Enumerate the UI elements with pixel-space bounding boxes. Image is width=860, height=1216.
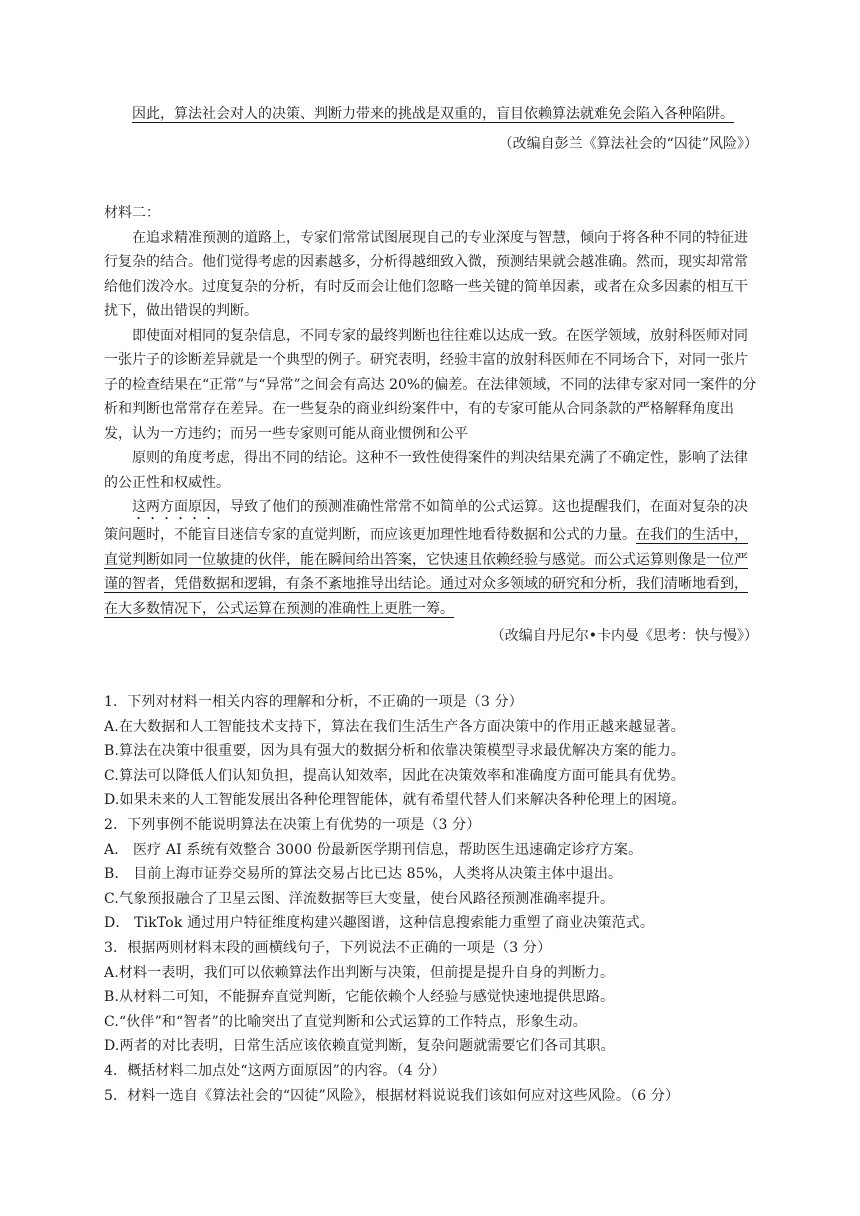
question-option: C.气象预报融合了卫星云图、洋流数据等巨大变量，使台风路径预测准确率提升。	[104, 890, 615, 907]
paragraph-4-plain: ，导致了他们的预测准确性常常不如简单的公式运算。这也提醒我们，在面对复杂的决策问题时，不能盲目迷信专家的直觉判断，而应该更加理性地看待数据和公式的力量。	[104, 499, 748, 543]
material-two-paragraph-4	[104, 495, 758, 621]
question-option: B.算法在决策中很重要，因为具有强大的数据分析和依靠决策模型寻求最优解决方案的能力。	[104, 743, 686, 760]
question-stem: 5．材料一选自《算法社会的“囚徒”风险》，根据材料说说我们该如何应对这些风险。（6 分）	[104, 1087, 680, 1104]
question-option: B． 目前上海市证券交易所的算法交易占比已达 85%，人类将从决策主体中退出。	[104, 866, 623, 883]
material-two-paragraph-3: 原则的角度考虑，得出不同的结论。这种不一致性使得案件的判决结果充满了不确定性，影响了法律的公正性和权威性。	[104, 450, 748, 491]
question-stem: 1．下列对材料一相关内容的理解和分析，不正确的一项是（3 分）	[104, 694, 523, 710]
material-two-paragraph-2: 即使面对相同的复杂信息，不同专家的最终判断也往往难以达成一致。在医学领域，放射科医师对同一张片子的诊断差异就是一个典型的例子。研究表明，经验丰富的放射科医师在不同场合下，对同一张片子的检查结果在“正常”与“异常”之间会有高达 20%的偏差。在法律领域，不同的法律专家对同一案件的分析和判断也常常存在差异。在一些复杂的商业纠纷案件中，有的专家可能从合同条款的严格解释角度出发，认为一方违约；而另一些专家则可能从商业惯例和公平	[104, 327, 757, 442]
material-two-source: （改编自丹尼尔•卡内曼《思考：快与慢》）	[490, 628, 758, 644]
question-5	[104, 1084, 758, 1109]
question-4	[104, 1059, 758, 1084]
question-2	[104, 813, 758, 936]
question-stem: 2．下列事例不能说明算法在决策上有优势的一项是（3 分）	[104, 816, 481, 833]
material-one-conclusion: 因此，算法社会对人的决策、判断力带来的挑战是双重的，盲目依赖算法就难免会陷入各种陷阱。	[132, 106, 734, 122]
material-two-paragraph-1: 在追求精准预测的道路上，专家们常常试图展现自己的专业深度与智慧，倾向于将各种不同的特征进行复杂的结合。他们觉得考虑的因素越多，分析得越细致入微，预测结果就会越准确。然而，现实却常常给他们泼冷水。过度复杂的分析，有时反而会让他们忽略一些关键的简单因素，或者在众多因素的相互干扰下，做出错误的判断。	[104, 229, 748, 319]
dotted-phrase: 这两方面原因	[132, 499, 216, 515]
material-two	[104, 201, 758, 649]
question-stem: 4．概括材料二加点处“这两方面原因”的内容。（4 分）	[104, 1062, 446, 1079]
question-option: B.从材料二可知，不能摒弃直觉判断，它能依赖个人经验与感觉快速地提供思路。	[104, 989, 615, 1006]
questions-section	[104, 690, 758, 1108]
question-3	[104, 936, 758, 1059]
question-option: A.在大数据和人工智能技术支持下，算法在我们生活生产各方面决策中的作用正越来越显著。	[104, 718, 685, 735]
question-option: D.两者的对比表明，日常生活应该依赖直觉判断，复杂问题就需要它们各司其职。	[104, 1038, 615, 1055]
question-option: D． TikTok 通过用户特征维度构建兴趣图谱，这种信息搜索能力重塑了商业决策范式。	[104, 915, 655, 932]
question-option: C.算法可以降低人们认知负担，提高认知效率，因此在决策效率和准确度方面可能具有优势。	[104, 767, 685, 784]
question-stem: 3．根据两则材料末段的画横线句子，下列说法不正确的一项是（3 分）	[104, 939, 552, 956]
question-option: C.“伙伴”和“智者”的比喻突出了直觉判断和公式运算的工作特点，形象生动。	[104, 1013, 587, 1030]
question-option: A． 医疗 AI 系统有效整合 3000 份最新医学期刊信息，帮助医生迅速确定诊疗方案。	[104, 841, 643, 858]
question-option: D.如果未来的人工智能发展出各种伦理智能体，就有希望代替人们来解决各种伦理上的困境。	[104, 792, 686, 809]
material-one-tail	[104, 102, 758, 156]
question-1	[104, 690, 758, 813]
material-two-heading: 材料二：	[104, 205, 160, 221]
question-option: A.材料一表明，我们可以依赖算法作出判断与决策，但前提是提升自身的判断力。	[104, 964, 615, 981]
material-one-source: （改编自彭兰《算法社会的“囚徒”风险》）	[498, 135, 758, 152]
underlined-sentences: 在我们的生活中，直觉判断如同一位敏捷的伙伴，能在瞬间给出答案，它快速且依赖经验与感觉。而公式运算则像是一位严谨的智者，凭借数据和逻辑，有条不紊地推导出结论。通过对众多领域的研究和分析，我们清晰地看到，在大多数情况下，公式运算在预测的准确性上更胜一筹。	[104, 527, 748, 617]
